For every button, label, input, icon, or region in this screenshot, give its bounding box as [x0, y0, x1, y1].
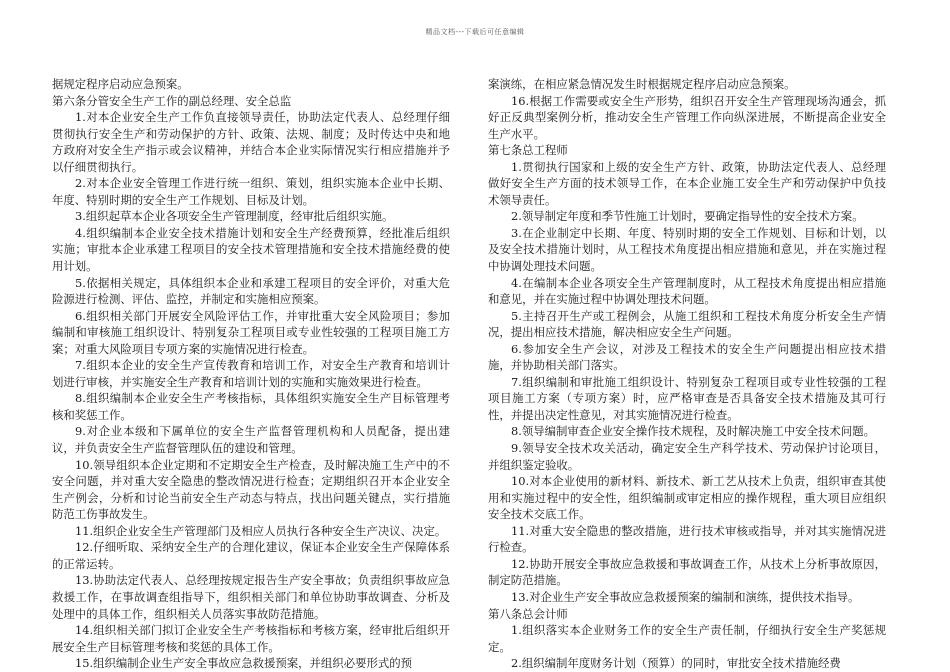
paragraph: 2.领导制定年度和季节性施工计划时，要确定指导性的安全技术方案。	[511, 209, 864, 224]
paragraph: 2.对本企业安全管理工作进行统一组织、策划，组织实施本企业中长期、年度、特别时期的安全生产工作规划、目标及计划。	[52, 176, 450, 207]
page-header: 精品文档---下载后可任意编辑	[425, 28, 525, 36]
paragraph: 10.领导组织本企业定期和不定期安全生产检查，及时解决施工生产中的不安全问题，并对重大安全隐患的整改情况进行检查；定期组织召开本企业安全生产例会，分析和讨论当前安全生产动态与特点，找出问题关键点，实行措施防范工伤事故发生。	[52, 457, 450, 522]
left-column	[52, 76, 450, 672]
paragraph: 6.参加安全生产会议，对涉及工程技术的安全生产问题提出相应技术措施，并协助相关部门落实。	[488, 341, 886, 373]
paragraph: 14.组织相关部门拟订企业安全生产考核指标和考核方案，经审批后组织开展安全生产目标管理考核和奖惩的具体工作。	[52, 623, 450, 654]
paragraph: 10.对本企业使用的新材料、新技术、新工艺从技术上负责，组织审查其使用和实施过程中的安全性，组织编制或审定相应的操作规程，重大项目应组织安全技术交底工作。	[488, 474, 886, 522]
paragraph: 7.组织编制和审批施工组织设计、特别复杂工程项目或专业性较强的工程项目施工方案（专项方案）时，应严格审查是否具备安全技术措施及其可行性，并提出决定性意见，对其实施情况进行检查。	[488, 374, 886, 422]
paragraph: 4.组织编制本企业安全技术措施计划和安全生产经费预算，经批准后组织实施；审批本企业承建工程项目的安全技术管理措施和安全技术措施经费的使用计划。	[52, 225, 450, 274]
paragraph: 3.组织起草本企业各项安全生产管理制度，经审批后组织实施。	[75, 209, 394, 224]
section-heading: 案演练，在相应紧急情况发生时根据规定程序启动应急预案。	[488, 77, 796, 91]
paragraph: 6.组织相关部门开展安全风险评估工作，并审批重大安全风险项目；参加编制和审核施工组织设计、特别复杂工程项目或专业性较强的工程项目施工方案；对重大风险项目专项方案的实施情况进行检查。	[52, 308, 450, 356]
paragraph: 3.在企业制定中长期、年度、特别时期的安全工作规划、目标和计划，以及安全技术措施计划时，从工程技术角度提出相应措施和意见，并在实施过程中协调处理技术问题。	[488, 225, 886, 274]
section-heading: 第八条总会计师	[488, 606, 568, 621]
paragraph: 1.组织落实本企业财务工作的安全生产责任制，仔细执行安全生产奖惩规定。	[488, 623, 886, 654]
paragraph: 13.协助法定代表人、总经理按规定报告生产安全事故；负责组织事故应急救援工作，在事故调查组指导下，组织相关部门和单位协助事故调查、分析及处理中的具体工作，组织相关人员落实事故防范措施。	[52, 573, 450, 621]
paragraph: 15.组织编制企业生产安全事故应急救援预案，并组织必要形式的预	[75, 656, 413, 671]
paragraph: 1.贯彻执行国家和上级的安全生产方针、政策，协助法定代表人、总经理做好安全生产方面的技术领导工作，在本企业施工安全生产和劳动保护中负技术领导责任。	[488, 159, 886, 207]
paragraph: 13.对企业生产安全事故应急救援预案的编制和演练，提供技术指导。	[511, 589, 860, 604]
right-column	[488, 76, 886, 672]
paragraph: 7.组织本企业的安全生产宣传教育和培训工作，对安全生产教育和培训计划进行审核，并实施安全生产教育和培训计划的实施和实施效果进行检查。	[52, 358, 450, 389]
paragraph: 2.组织编制年度财务计划（预算）的同时，审批安全技术措施经费	[511, 656, 841, 671]
paragraph: 8.领导编制审查企业安全操作技术规程，及时解决施工中安全技术问题。	[511, 424, 875, 439]
paragraph: 12.协助开展安全事故应急救援和事故调查工作，从技术上分析事故原因，制定防范措施。	[488, 556, 886, 588]
paragraph: 12.仔细听取、采纳安全生产的合理化建议，保证本企业安全生产保障体系的正常运转。	[52, 540, 450, 571]
paragraph: 4.在编制本企业各项安全生产管理制度时，从工程技术角度提出相应措施和意见，并在实施过程中协调处理技术问题。	[488, 275, 886, 307]
section-heading: 第六条分管安全生产工作的副总经理、安全总监	[52, 93, 292, 108]
paragraph: 16.根据工作需要或安全生产形势，组织召开安全生产管理现场沟通会，抓好正反典型案例分析，推动安全生产管理工作向纵深进展，不断提高企业安全生产水平。	[488, 93, 886, 141]
section-heading: 据规定程序启动应急预案。	[52, 77, 189, 91]
paragraph: 11.对重大安全隐患的整改措施，进行技术审核或指导，并对其实施情况进行检查。	[488, 523, 886, 555]
paragraph: 9.领导安全技术攻关活动，确定安全生产科学技术、劳动保护讨论项目，并组织鉴定验收。	[488, 441, 886, 472]
paragraph: 11.组织企业安全生产管理部门及相应人员执行各种安全生产决议、决定。	[75, 523, 447, 538]
section-heading: 第七条总工程师	[488, 143, 568, 158]
paragraph: 1.对本企业安全生产工作负直接领导责任，协助法定代表人、总经理仔细贯彻执行安全生产和劳动保护的方针、政策、法规、制度；及时传达中央和地方政府对安全生产指示或会议精神，并结合本企业实际情况实行相应措施并予以仔细贯彻执行。	[52, 110, 450, 174]
paragraph: 5.主持召开生产或工程例会，从施工组织和工程技术角度分析安全生产情况，提出相应技术措施，解决相应安全生产问题。	[488, 308, 886, 340]
paragraph: 5.依据相关规定，具体组织本企业和承建工程项目的安全评价，对重大危险源进行检测、评估、监控，并制定和实施相应预案。	[52, 275, 450, 307]
paragraph: 8.组织编制本企业安全生产考核指标，具体组织实施安全生产目标管理考核和奖惩工作。	[52, 391, 450, 422]
paragraph: 9.对企业本级和下属单位的安全生产监督管理机构和人员配备，提出建议，并负责安全生产监督管理队伍的建设和管理。	[52, 424, 450, 456]
